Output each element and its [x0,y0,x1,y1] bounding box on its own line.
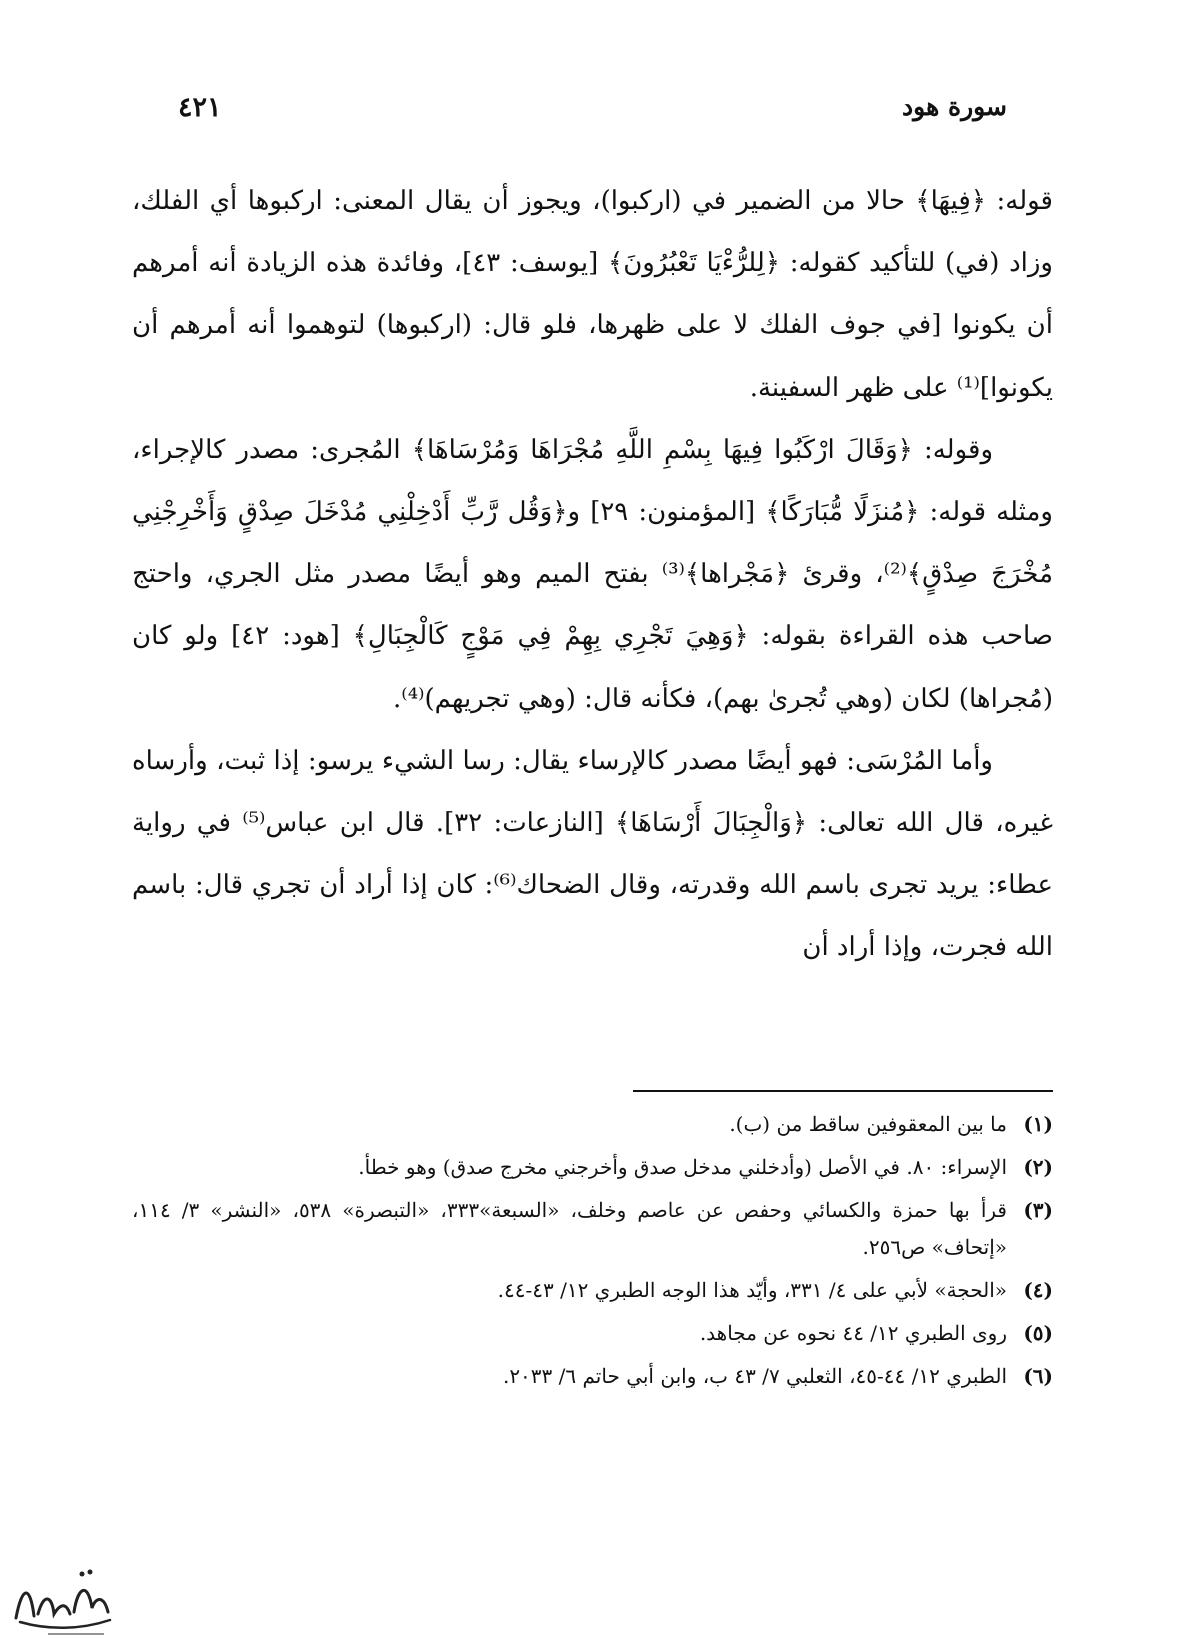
footnote-text: قرأ بها حمزة والكسائي وحفص عن عاصم وخلف، «السبعة»٣٣٣، «التبصرة» ٥٣٨، «النشر» ٣/ ١١٤، «إتحاف» ص٢٥٦. [132,1198,1007,1259]
footnote-text: ما بين المعقوفين ساقط من (ب). [729,1112,1007,1136]
footnote-divider [633,1090,1053,1092]
footnote-text: «الحجة» لأبي على ٤/ ٣٣١، وأيّد هذا الوجه الطبري ١٢/ ٤٣-٤٤. [497,1278,1007,1302]
footnotes [132,1106,1053,1401]
surah-title: سورة هود [902,92,1007,121]
page-number: ٤٢١ [178,92,222,123]
footnote-marker: (١) [1023,1112,1053,1136]
footnote-text: الإسراء: ٨٠. في الأصل (وأدخلني مدخل صدق وأخرجني مخرج صدق) وهو خطأ. [358,1155,1007,1179]
publisher-logo [8,1556,118,1642]
footnote-item [132,1149,1053,1186]
paragraph-3: وأما المُرْسَى: فهو أيضًا مصدر كالإرساء يقال: رسا الشيء يرسو: إذا ثبت، وأرساه غيره، قال الله تعالى: ﴿وَالْجِبَالَ أَرْسَاهَا﴾ [النازعات: ٣٢]. قال ابن عباس⁽⁵⁾ في رواية عطاء: يريد تجرى باسم الله وقدرته، وقال الضحاك⁽⁶⁾: كان إذا أراد أن تجري قال: باسم الله فجرت، وإذا أراد أن [132,745,1054,963]
footnote-item [132,1272,1053,1309]
footnote-marker: (٦) [1023,1364,1053,1388]
footnote-text: الطبري ١٢/ ٤٤-٤٥، الثعلبي ٧/ ٤٣ ب، وابن أبي حاتم ٦/ ٢٠٣٣. [502,1364,1007,1388]
footnote-text: روى الطبري ١٢/ ٤٤ نحوه عن مجاهد. [699,1321,1007,1345]
footnote-marker: (٤) [1023,1278,1053,1302]
footnote-marker: (٥) [1023,1321,1053,1345]
footnote-marker: (٣) [1023,1198,1053,1222]
main-text [132,170,1053,979]
calligraphy-logo-icon [8,1556,118,1642]
footnote-item [132,1192,1053,1266]
paragraph-2: وقوله: ﴿وَقَالَ ارْكَبُوا فِيهَا بِسْمِ اللَّهِ مُجْرَاهَا وَمُرْسَاهَا﴾ المُجرى: مصدر كالإجراء، ومثله قوله: ﴿مُنزَلًا مُّبَارَكًا﴾ [المؤمنون: ٢٩] و﴿وَقُل رَّبِّ أَدْخِلْنِي مُدْخَلَ صِدْقٍ وَأَخْرِجْنِي مُخْرَجَ صِدْقٍ﴾⁽²⁾، وقرئ ﴿مَجْراها﴾⁽³⁾ بفتح الميم وهو أيضًا مصدر مثل الجري، واحتج صاحب هذه القراءة بقوله: ﴿وَهِيَ تَجْرِي بِهِمْ فِي مَوْجٍ كَالْجِبَالِ﴾ [هود: ٤٢] ولو كان (مُجراها) لكان (وهي تُجرىٰ بهم)، فكأنه قال: (وهي تجريهم)⁽⁴⁾. [132,434,1053,714]
footnote-item [132,1106,1053,1143]
footnote-item [132,1358,1053,1395]
footnote-marker: (٢) [1023,1155,1053,1179]
paragraph-1: قوله: ﴿فِيهَا﴾ حالا من الضمير في (اركبوا)، ويجوز أن يقال المعنى: اركبوها أي الفلك، وزاد (في) للتأكيد كقوله: ﴿لِلرُّءْيَا تَعْبُرُونَ﴾ [يوسف: ٤٣]، وفائدة هذه الزيادة أنه أمرهم أن يكونوا [في جوف الفلك لا على ظهرها، فلو قال: (اركبوها) لتوهموا أنه أمرهم أن يكونوا]⁽¹⁾ على ظهر السفينة. [132,186,1053,403]
footnote-item [132,1315,1053,1352]
page-header [178,92,1007,132]
